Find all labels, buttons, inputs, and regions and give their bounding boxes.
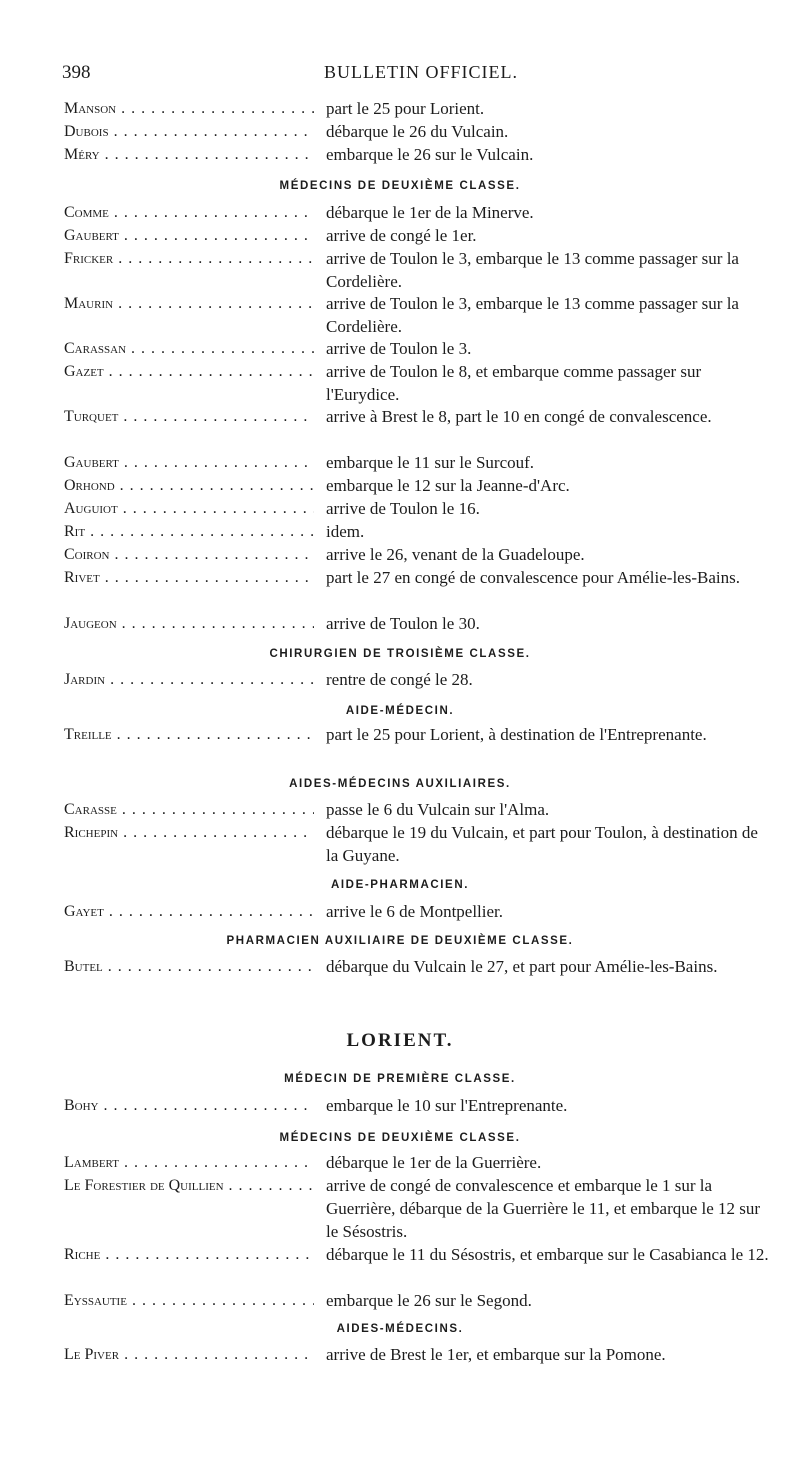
personnel-name: Manson . . . — [64, 97, 314, 120]
personnel-entry — [64, 668, 774, 691]
personnel-entry — [64, 1174, 774, 1243]
personnel-movement: part le 25 pour Lorient. — [326, 99, 485, 118]
rank-heading: MÉDECIN DE PREMIÈRE CLASSE. — [284, 1073, 516, 1085]
personnel-movement: embarque le 26 sur le Segond. — [326, 1291, 532, 1310]
personnel-name: Turquet . . . — [64, 405, 314, 428]
personnel-name: Fricker . . . — [64, 247, 314, 270]
personnel-name: Rit . . . — [64, 520, 314, 543]
personnel-movement: embarque le 12 sur la Jeanne-d'Arc. — [326, 476, 570, 495]
personnel-entry — [64, 955, 774, 978]
personnel-movement: embarque le 10 sur l'Entreprenante. — [326, 1096, 568, 1115]
rank-heading: AIDES-MÉDECINS AUXILIAIRES. — [289, 778, 511, 790]
personnel-entry — [64, 360, 774, 406]
personnel-name: Jardin . . . — [64, 668, 314, 691]
personnel-entry — [64, 405, 774, 428]
running-title: BULLETIN OFFICIEL. — [324, 62, 518, 82]
personnel-entry — [64, 566, 774, 589]
personnel-entry — [64, 821, 774, 867]
personnel-movement: arrive de congé le 1er. — [326, 226, 477, 245]
personnel-movement: part le 25 pour Lorient, à destination de l'Entreprenante. — [326, 725, 707, 744]
personnel-movement: arrive de Toulon le 3, embarque le 13 comme passager sur la Cordelière. — [326, 294, 739, 336]
rank-heading: CHIRURGIEN DE TROISIÈME CLASSE. — [269, 648, 531, 660]
personnel-name: Gazet . . . — [64, 360, 314, 383]
personnel-name: Comme . . . — [64, 201, 314, 224]
personnel-movement: arrive de congé de convalescence et embarque le 1 sur la Guerrière, débarque de la Guerrière le 11, et embarque le 12 sur le Sésostris. — [326, 1176, 761, 1241]
personnel-movement: débarque le 1er de la Guerrière. — [326, 1153, 542, 1172]
personnel-entry — [64, 224, 774, 247]
personnel-entry — [64, 474, 774, 497]
personnel-name: Jaugeon . . . — [64, 612, 314, 635]
personnel-movement: débarque du Vulcain le 27, et part pour Amélie-les-Bains. — [326, 957, 718, 976]
personnel-entry — [64, 247, 774, 293]
personnel-entry — [64, 201, 774, 224]
personnel-name: Eyssautie . . . — [64, 1289, 314, 1312]
personnel-entry — [64, 451, 774, 474]
personnel-entry — [64, 1094, 774, 1117]
personnel-entry — [64, 612, 774, 635]
personnel-name: Méry . . . — [64, 143, 314, 166]
personnel-name: Le Piver . . . — [64, 1343, 314, 1366]
personnel-entry — [64, 543, 774, 566]
rank-heading: MÉDECINS DE DEUXIÈME CLASSE. — [279, 180, 521, 192]
rank-heading: AIDES-MÉDECINS. — [336, 1323, 464, 1335]
personnel-entry — [64, 143, 774, 166]
personnel-movement: arrive le 26, venant de la Guadeloupe. — [326, 545, 585, 564]
rank-heading: AIDE-MÉDECIN. — [345, 705, 455, 717]
personnel-movement: part le 27 en congé de convalescence pour Amélie-les-Bains. — [326, 568, 740, 587]
rank-heading: MÉDECINS DE DEUXIÈME CLASSE. — [279, 1132, 521, 1144]
personnel-entry — [64, 520, 774, 543]
personnel-name: Gaubert . . . — [64, 224, 314, 247]
personnel-name: Carassan . . . — [64, 337, 314, 360]
personnel-name: Le Forestier de Quillien . . . — [64, 1174, 314, 1197]
personnel-name: Rivet . . . — [64, 566, 314, 589]
personnel-name: Bohy . . . — [64, 1094, 314, 1117]
personnel-movement: arrive le 6 de Montpellier. — [326, 902, 504, 921]
personnel-name: Auguiot . . . — [64, 497, 314, 520]
personnel-movement: débarque le 11 du Sésostris, et embarque sur le Casabianca le 12. — [326, 1245, 769, 1264]
personnel-name: Orhond . . . — [64, 474, 314, 497]
personnel-name: Lambert . . . — [64, 1151, 314, 1174]
personnel-name: Maurin . . . — [64, 292, 314, 315]
page-header — [62, 62, 752, 86]
personnel-entry — [64, 1243, 774, 1266]
personnel-name: Gaubert . . . — [64, 451, 314, 474]
personnel-movement: rentre de congé le 28. — [326, 670, 473, 689]
personnel-name: Dubois . . . — [64, 120, 314, 143]
personnel-entry — [64, 292, 774, 338]
personnel-entry — [64, 798, 774, 821]
personnel-movement: embarque le 11 sur le Surcouf. — [326, 453, 535, 472]
rank-heading: AIDE-PHARMACIEN. — [330, 879, 470, 891]
personnel-entry — [64, 1343, 774, 1366]
personnel-entry — [64, 337, 774, 360]
personnel-entry — [64, 1289, 774, 1312]
personnel-movement: arrive à Brest le 8, part le 10 en congé de convalescence. — [326, 407, 712, 426]
personnel-name: Coiron . . . — [64, 543, 314, 566]
personnel-movement: idem. — [326, 522, 365, 541]
personnel-movement: arrive de Toulon le 16. — [326, 499, 480, 518]
page-number: 398 — [62, 62, 91, 83]
personnel-entry — [64, 900, 774, 923]
personnel-movement: embarque le 26 sur le Vulcain. — [326, 145, 534, 164]
personnel-movement: arrive de Toulon le 8, et embarque comme passager sur l'Eurydice. — [326, 362, 702, 404]
section-title: LORIENT. — [346, 1030, 454, 1051]
personnel-movement: arrive de Toulon le 3. — [326, 339, 472, 358]
personnel-movement: arrive de Toulon le 30. — [326, 614, 480, 633]
personnel-movement: passe le 6 du Vulcain sur l'Alma. — [326, 800, 550, 819]
personnel-name: Butel . . . — [64, 955, 314, 978]
personnel-movement: arrive de Toulon le 3, embarque le 13 comme passager sur la Cordelière. — [326, 249, 739, 291]
personnel-name: Riche . . . — [64, 1243, 314, 1266]
personnel-movement: débarque le 1er de la Minerve. — [326, 203, 534, 222]
personnel-entry — [64, 97, 774, 120]
personnel-entry — [64, 497, 774, 520]
personnel-entry — [64, 120, 774, 143]
rank-heading: PHARMACIEN AUXILIAIRE DE DEUXIÈME CLASSE. — [226, 935, 574, 947]
personnel-name: Carasse . . . — [64, 798, 314, 821]
personnel-name: Gayet . . . — [64, 900, 314, 923]
personnel-name: Richepin . . . — [64, 821, 314, 844]
personnel-entry — [64, 723, 774, 746]
personnel-movement: débarque le 26 du Vulcain. — [326, 122, 509, 141]
personnel-name: Treille . . . — [64, 723, 314, 746]
personnel-movement: arrive de Brest le 1er, et embarque sur la Pomone. — [326, 1345, 666, 1364]
personnel-movement: débarque le 19 du Vulcain, et part pour Toulon, à destination de la Guyane. — [326, 823, 758, 865]
personnel-entry — [64, 1151, 774, 1174]
